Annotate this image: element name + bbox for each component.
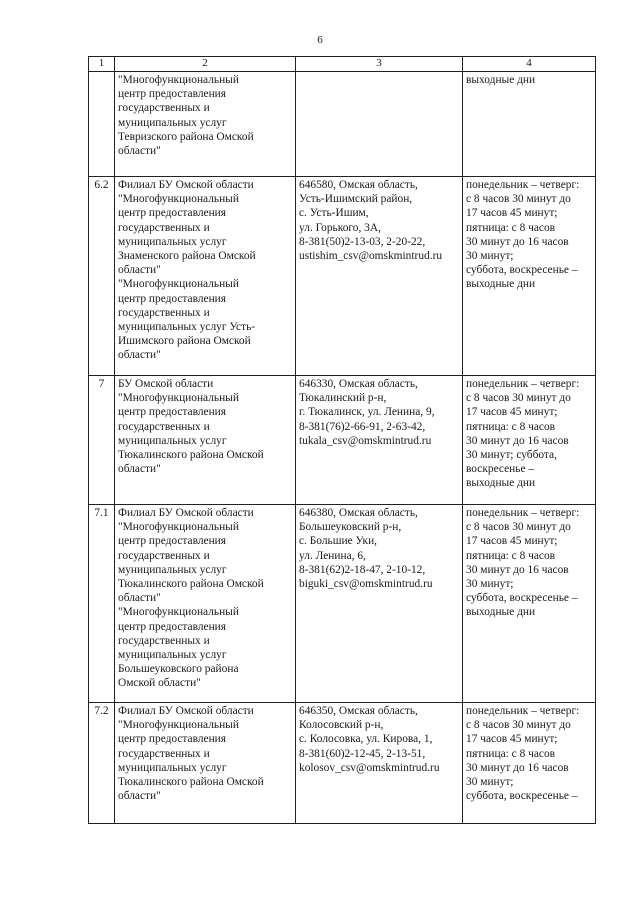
- cell-line: Филиал БУ Омской области: [118, 507, 254, 519]
- table-row: [89, 505, 596, 703]
- cell-line: выходные дни: [466, 74, 536, 86]
- cell-line: kolosov_csv@omskmintrud.ru: [299, 761, 440, 774]
- cell-line: Большеуковского района: [118, 663, 239, 676]
- cell-line: с. Большие Уки,: [299, 535, 378, 548]
- cell-line: Ишимского района Омской: [118, 335, 251, 348]
- service-centers-table: [88, 56, 596, 824]
- cell-line: 30 минут;: [466, 250, 514, 263]
- cell-line: "Многофункциональный: [118, 606, 239, 619]
- cell-line: суббота, воскресенье –: [466, 790, 578, 803]
- table-header-row: [89, 57, 596, 72]
- table-row: [89, 376, 596, 505]
- cell-line: муниципальных услуг Усть-: [118, 321, 256, 334]
- cell-line: понедельник – четверг:: [466, 705, 580, 717]
- cell-line: центр предоставления: [118, 733, 227, 746]
- cell-line: государственных и: [118, 102, 210, 115]
- cell-line: biguki_csv@omskmintrud.ru: [299, 578, 433, 591]
- cell-line: ул. Горького, 3А,: [299, 221, 381, 234]
- cell-line: понедельник – четверг:: [466, 378, 580, 390]
- cell-line: центр предоставления: [118, 292, 227, 305]
- center-name: [115, 72, 296, 177]
- cell-line: Большеуковский р-н,: [299, 521, 402, 534]
- cell-line: области": [118, 790, 161, 803]
- cell-line: 8-381(60)2-12-45, 2-13-51,: [299, 747, 426, 760]
- cell-line: пятница: с 8 часов: [466, 549, 556, 562]
- cell-line: Омской области": [118, 677, 201, 690]
- center-name: [115, 703, 296, 824]
- cell-line: с 8 часов 30 минут до: [466, 521, 571, 534]
- working-hours: [463, 72, 596, 177]
- cell-line: "Многофункциональный: [118, 521, 239, 534]
- cell-line: воскресенье –: [466, 463, 535, 476]
- header-cell-1: 1: [89, 57, 115, 72]
- cell-line: Тюкалинского района Омской: [118, 776, 264, 789]
- cell-line: 30 минут до 16 часов: [466, 434, 569, 447]
- cell-line: государственных и: [118, 634, 210, 647]
- cell-line: государственных и: [118, 420, 210, 433]
- row-number: 7.1: [89, 505, 115, 703]
- page-number: 6: [317, 34, 323, 46]
- cell-line: 30 минут; суббота,: [466, 449, 557, 462]
- cell-line: 17 часов 45 минут;: [466, 406, 558, 419]
- cell-line: выходные дни: [466, 477, 536, 490]
- cell-line: с 8 часов 30 минут до: [466, 392, 571, 405]
- cell-line: центр предоставления: [118, 406, 227, 419]
- cell-line: муниципальных услуг: [118, 761, 227, 774]
- cell-line: 8-381(76)2-66-91, 2-63-42,: [299, 420, 426, 433]
- cell-line: г. Тюкалинск, ул. Ленина, 9,: [299, 406, 435, 419]
- row-number: 6.2: [89, 177, 115, 376]
- cell-line: области": [118, 145, 161, 158]
- cell-line: государственных и: [118, 306, 210, 319]
- cell-line: центр предоставления: [118, 88, 227, 101]
- cell-line: пятница: с 8 часов: [466, 420, 556, 433]
- cell-line: муниципальных услуг: [118, 235, 227, 248]
- working-hours: [463, 703, 596, 824]
- cell-line: с 8 часов 30 минут до: [466, 719, 571, 732]
- row-number: 7.2: [89, 703, 115, 824]
- center-address: [296, 505, 463, 703]
- cell-line: понедельник – четверг:: [466, 179, 580, 191]
- cell-line: области": [118, 463, 161, 476]
- header-cell-3: 3: [296, 57, 463, 72]
- header-cell-4: 4: [463, 57, 596, 72]
- cell-line: суббота, воскресенье –: [466, 592, 578, 605]
- cell-line: 30 минут до 16 часов: [466, 761, 569, 774]
- cell-line: 30 минут;: [466, 776, 514, 789]
- center-name: [115, 376, 296, 505]
- cell-line: области": [118, 264, 161, 277]
- center-address: [296, 376, 463, 505]
- cell-line: ustishim_csv@omskmintrud.ru: [299, 250, 443, 263]
- cell-line: Филиал БУ Омской области: [118, 705, 254, 717]
- cell-line: Тюкалинского района Омской: [118, 578, 264, 591]
- cell-line: 30 минут до 16 часов: [466, 235, 569, 248]
- cell-line: 30 минут до 16 часов: [466, 563, 569, 576]
- cell-line: суббота, воскресенье –: [466, 264, 578, 277]
- header-cell-2: 2: [115, 57, 296, 72]
- cell-line: пятница: с 8 часов: [466, 747, 556, 760]
- table-row: [89, 703, 596, 824]
- cell-line: Знаменского района Омской: [118, 250, 256, 263]
- cell-line: Тевризского района Омской: [118, 130, 254, 143]
- cell-line: муниципальных услуг: [118, 649, 227, 662]
- cell-line: 17 часов 45 минут;: [466, 535, 558, 548]
- cell-line: центр предоставления: [118, 535, 227, 548]
- cell-line: государственных и: [118, 221, 210, 234]
- center-address: [296, 177, 463, 376]
- cell-line: с 8 часов 30 минут до: [466, 193, 571, 206]
- row-number: [89, 72, 115, 177]
- cell-line: "Многофункциональный: [118, 392, 239, 405]
- working-hours: [463, 376, 596, 505]
- cell-line: 17 часов 45 минут;: [466, 207, 558, 220]
- cell-line: области": [118, 349, 161, 362]
- cell-line: БУ Омской области: [118, 378, 214, 390]
- table-row: [89, 72, 596, 177]
- cell-line: пятница: с 8 часов: [466, 221, 556, 234]
- cell-line: 646380, Омская область,: [299, 507, 418, 519]
- center-name: [115, 177, 296, 376]
- cell-line: 30 минут;: [466, 578, 514, 591]
- center-name: [115, 505, 296, 703]
- cell-line: с. Усть-Ишим,: [299, 207, 369, 220]
- cell-line: выходные дни: [466, 606, 536, 619]
- cell-line: области": [118, 592, 161, 605]
- cell-line: Тюкалинского района Омской: [118, 449, 264, 462]
- cell-line: "Многофункциональный: [118, 719, 239, 732]
- center-address: [296, 703, 463, 824]
- cell-line: ул. Ленина, 6,: [299, 549, 366, 562]
- cell-line: 646580, Омская область,: [299, 179, 418, 191]
- cell-line: муниципальных услуг: [118, 563, 227, 576]
- cell-line: Филиал БУ Омской области: [118, 179, 254, 191]
- cell-line: 17 часов 45 минут;: [466, 733, 558, 746]
- cell-line: Тюкалинский р-н,: [299, 392, 387, 405]
- cell-line: 646350, Омская область,: [299, 705, 418, 717]
- cell-line: "Многофункциональный: [118, 74, 239, 86]
- row-number: 7: [89, 376, 115, 505]
- cell-line: государственных и: [118, 549, 210, 562]
- cell-line: "Многофункциональный: [118, 278, 239, 291]
- cell-line: 8-381(62)2-18-47, 2-10-12,: [299, 563, 426, 576]
- cell-line: выходные дни: [466, 278, 536, 291]
- cell-line: Усть-Ишимский район,: [299, 193, 413, 206]
- cell-line: с. Колосовка, ул. Кирова, 1,: [299, 733, 433, 746]
- cell-line: "Многофункциональный: [118, 193, 239, 206]
- cell-line: муниципальных услуг: [118, 116, 227, 129]
- cell-line: центр предоставления: [118, 207, 227, 220]
- cell-line: Колосовский р-н,: [299, 719, 384, 732]
- cell-line: tukala_csv@omskmintrud.ru: [299, 434, 432, 447]
- cell-line: государственных и: [118, 747, 210, 760]
- center-address: [296, 72, 463, 177]
- working-hours: [463, 177, 596, 376]
- cell-line: 8-381(50)2-13-03, 2-20-22,: [299, 235, 426, 248]
- cell-line: понедельник – четверг:: [466, 507, 580, 519]
- cell-line: центр предоставления: [118, 620, 227, 633]
- cell-line: 646330, Омская область,: [299, 378, 418, 390]
- working-hours: [463, 505, 596, 703]
- table-row: [89, 177, 596, 376]
- cell-line: муниципальных услуг: [118, 434, 227, 447]
